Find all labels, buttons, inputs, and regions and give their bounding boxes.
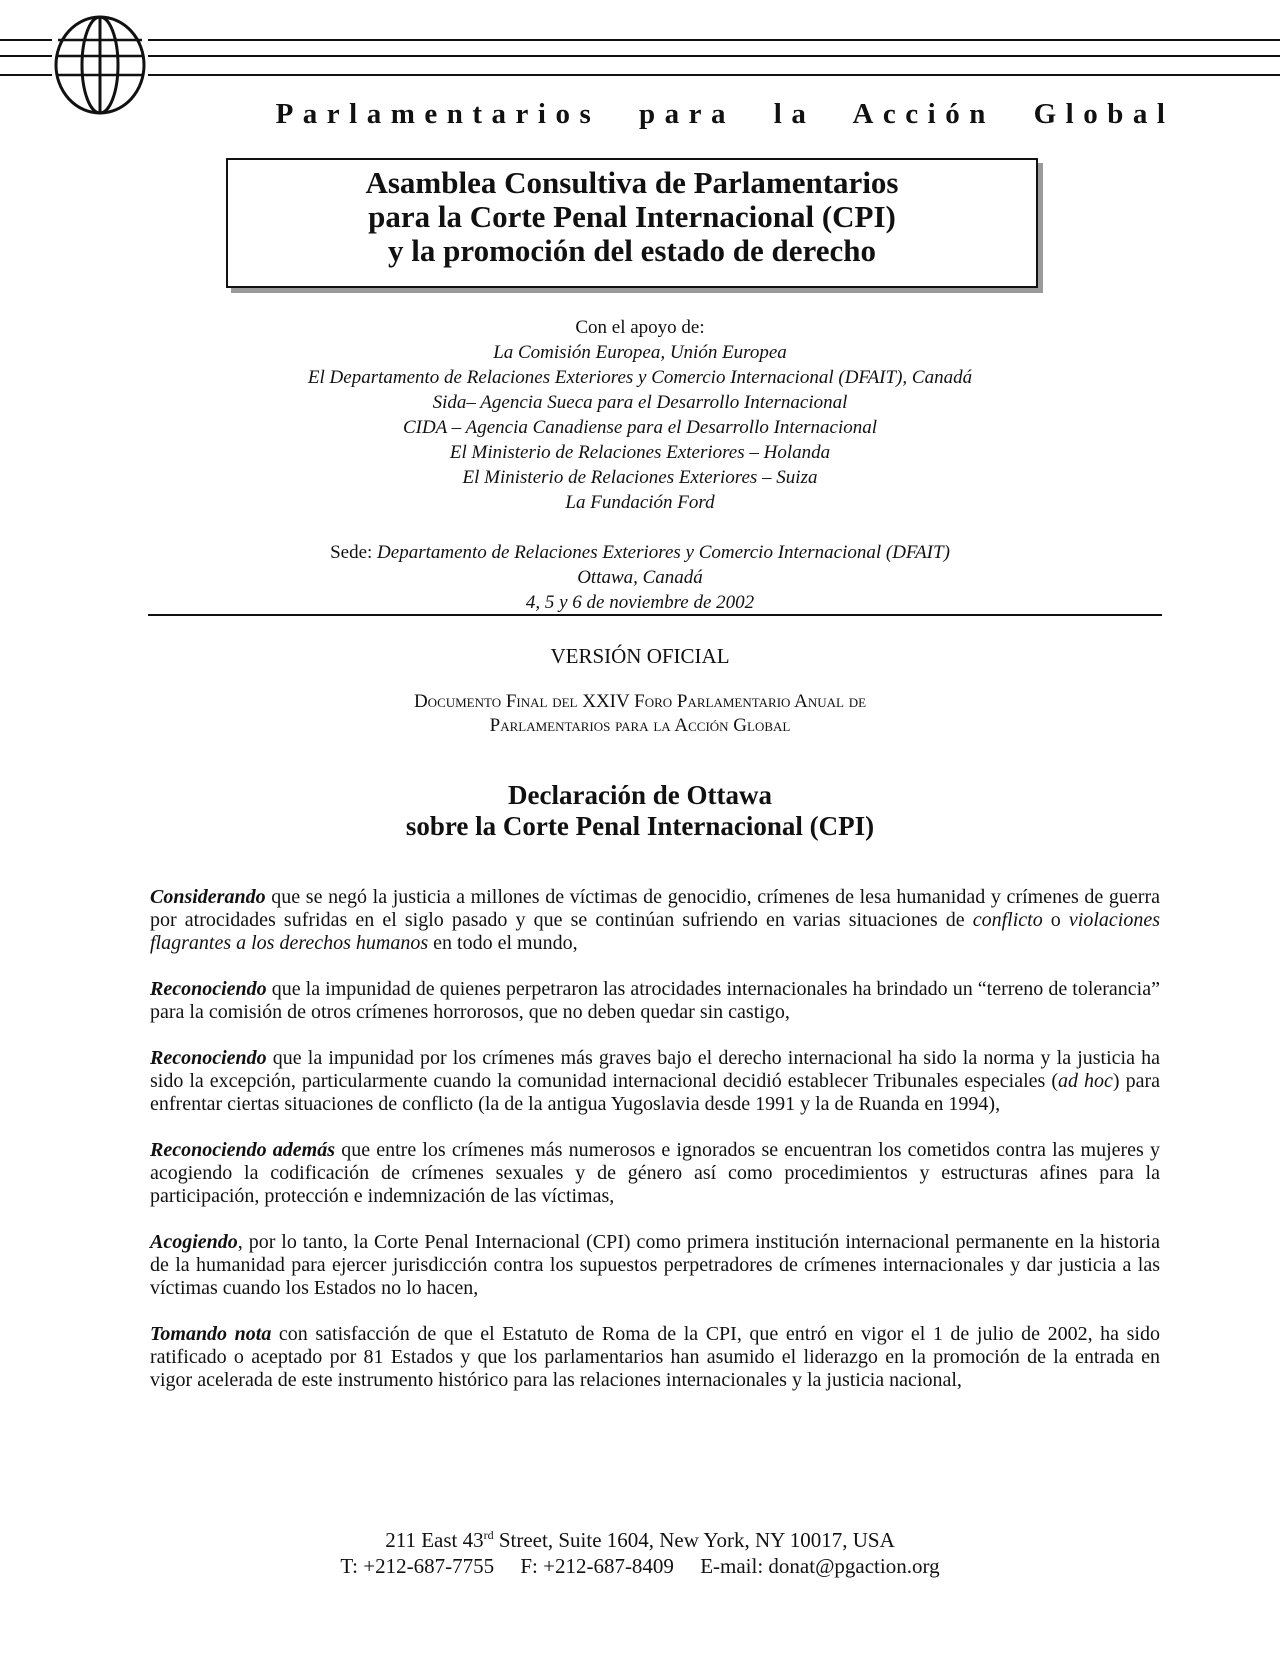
supporter-item: La Fundación Ford [565, 492, 715, 513]
footer-address [0, 1527, 1280, 1553]
footer-email[interactable]: E-mail: donat@pgaction.org [700, 1554, 940, 1578]
paragraph-considerando [150, 886, 1160, 955]
paragraph-lead: Tomando nota [150, 1323, 272, 1345]
paragraph-text: en todo el mundo, [428, 932, 578, 954]
paragraph-text: que entre los crímenes más numerosos e ignorados se encuentran los cometidos contra las mujeres y acogiendo la codificación de crímenes sexuales y de género así como procedimientos y estructuras afines para la participación, protección e indemnización de las víctimas, [150, 1139, 1160, 1207]
footer-fax: F: +212-687-8409 [520, 1554, 674, 1578]
supporter-item: La Comisión Europea, Unión Europea [493, 342, 787, 363]
venue-label: Sede: [330, 542, 373, 563]
document-final-heading [0, 690, 1280, 738]
version-label: VERSIÓN OFICIAL [550, 644, 730, 668]
paragraph-lead: Reconociendo además [150, 1139, 336, 1161]
paragraph-reconociendo-1 [150, 978, 1160, 1024]
footer-address-sup: rd [483, 1528, 494, 1542]
header-rule-middle [0, 55, 1280, 57]
declaration-title [0, 780, 1280, 842]
paragraph-text: que se negó la justicia a millones de víctimas de genocidio, crímenes de lesa humanidad y crímenes de guerra por atrocidades sufridas en el siglo pasado y que se continúan sufriendo en varias situaciones de [150, 886, 1160, 931]
venue-name: Departamento de Relaciones Exteriores y Comercio Internacional (DFAIT) [377, 542, 950, 563]
paragraph-text: con satisfacción de que el Estatuto de Roma de la CPI, que entró en vigor el 1 de julio de 2002, ha sido ratificado o aceptado por 81 Estados y que los parlamentarios han asumido el liderazgo en la promoción de la entrada en vigor acelerada de este instrumento histórico para las relaciones internacionales y la justicia nacional, [150, 1323, 1160, 1391]
paragraph-reconociendo-2 [150, 1047, 1160, 1116]
supporters-intro: Con el apoyo de: [575, 317, 705, 338]
footer-address-part: Street, Suite 1604, New York, NY 10017, USA [493, 1528, 895, 1552]
supporter-item: El Ministerio de Relaciones Exteriores – Suiza [462, 467, 818, 488]
organization-name: Parlamentarios para la Acción Global [275, 98, 1175, 130]
supporter-item: El Ministerio de Relaciones Exteriores – Holanda [449, 442, 831, 463]
paragraph-text: ) para enfrentar ciertas situaciones de conflicto (la de la antigua Yugoslavia desde 1991 y la de Ruanda en 1994), [150, 1070, 1160, 1115]
assembly-title-line-2: para la Corte Penal Internacional (CPI) [368, 199, 896, 234]
venue-city: Ottawa, Canadá [577, 567, 703, 588]
paragraph-reconociendo-ademas [150, 1139, 1160, 1208]
supporter-item: Sida– Agencia Sueca para el Desarrollo Internacional [432, 392, 848, 413]
footer-address-part: 211 East 43 [385, 1528, 484, 1552]
paragraph-lead: Considerando [150, 886, 266, 908]
paragraph-emphasis: ad hoc [1058, 1070, 1113, 1092]
footer-phone: T: +212-687-7755 [340, 1554, 495, 1578]
document-final-line-1: Documento Final del XXIV Foro Parlamentario Anual de [413, 691, 867, 712]
assembly-title-line-3: y la promoción del estado de derecho [388, 233, 876, 268]
paragraph-lead: Acogiendo [150, 1231, 238, 1253]
section-divider [148, 614, 1162, 616]
venue-line [0, 540, 1280, 565]
contact-footer [0, 1527, 1280, 1579]
document-final-line-2: Parlamentarios para la Acción Global [489, 715, 791, 736]
paragraph-text: que la impunidad de quienes perpetraron las atrocidades internacionales ha brindado un “terreno de tolerancia” para la comisión de otros crímenes horrorosos, que no deben quedar sin castigo, [150, 978, 1160, 1023]
header-rule-bottom [0, 74, 1280, 76]
paragraph-acogiendo [150, 1231, 1160, 1300]
supporter-item: CIDA – Agencia Canadiense para el Desarrollo Internacional [402, 417, 878, 438]
paragraph-emphasis: violaciones flagrantes a los derechos humanos [150, 909, 1160, 954]
venue-block [0, 540, 1280, 615]
paragraph-text: o [1042, 909, 1069, 931]
header-rule-top [0, 39, 1280, 41]
declaration-title-line-2: sobre la Corte Penal Internacional (CPI) [405, 811, 875, 841]
supporters-block [0, 315, 1280, 515]
assembly-title-box [226, 158, 1038, 288]
assembly-title-line-1: Asamblea Consultiva de Parlamentarios [365, 165, 899, 200]
supporter-item: El Departamento de Relaciones Exteriores y Comercio Internacional (DFAIT), Canadá [307, 367, 973, 388]
declaration-body [150, 886, 1160, 1415]
paragraph-text: , por lo tanto, la Corte Penal Internacional (CPI) como primera institución internacional permanente en la historia de la humanidad para ejercer jurisdicción contra los supuestos perpetradores de crímenes internacionales y dar justicia a las víctimas cuando los Estados no lo hacen, [150, 1231, 1160, 1299]
footer-contact-line [0, 1553, 1280, 1579]
venue-dates: 4, 5 y 6 de noviembre de 2002 [525, 592, 755, 613]
paragraph-tomando-nota [150, 1323, 1160, 1392]
paragraph-lead: Reconociendo [150, 978, 267, 1000]
paragraph-text: que la impunidad por los crímenes más graves bajo el derecho internacional ha sido la norma y la justicia ha sido la excepción, particularmente cuando la comunidad internacional decidió establecer Tribunales especiales ( [150, 1047, 1160, 1092]
paragraph-emphasis: conflicto [972, 909, 1043, 931]
paragraph-lead: Reconociendo [150, 1047, 267, 1069]
declaration-title-line-1: Declaración de Ottawa [508, 780, 772, 810]
